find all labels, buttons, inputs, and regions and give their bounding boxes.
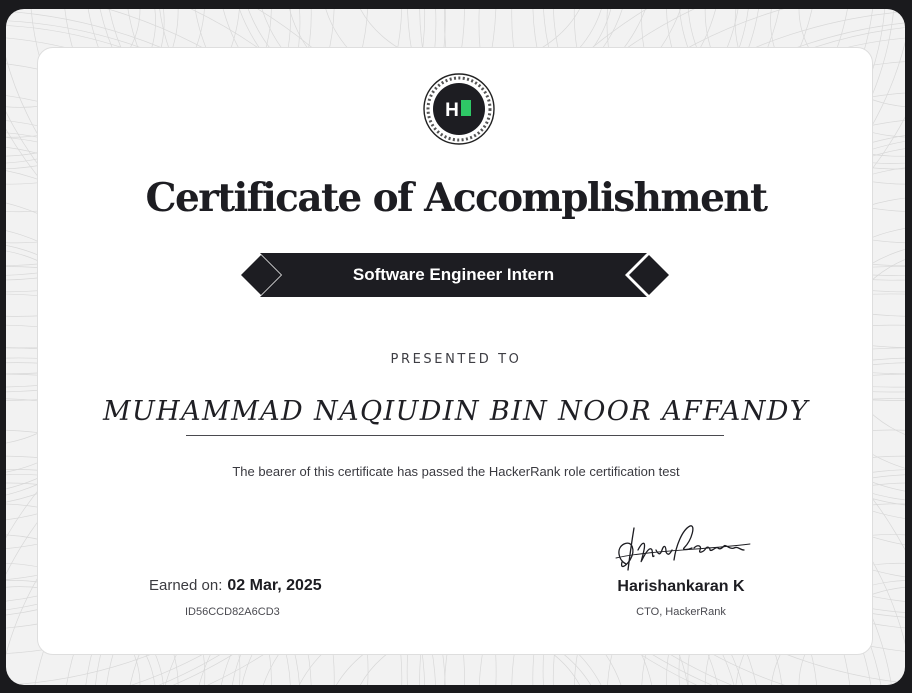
recipient-name: MUHAMMAD NAQIUDIN BIN NOOR AFFANDY: [102, 396, 809, 427]
signer-name: Harishankaran K: [617, 578, 745, 595]
hackerrank-logo-icon: [423, 70, 495, 148]
earned-date: 02 Mar, 2025: [227, 577, 322, 594]
signature-image: [612, 520, 752, 576]
certificate-title: Certificate of Accomplishment: [145, 175, 767, 221]
name-underline: [186, 435, 724, 436]
certificate-id: ID56CCD82A6CD3: [185, 606, 280, 618]
presented-to-label: PRESENTED TO: [390, 352, 522, 367]
earned-on: [149, 577, 322, 595]
earned-on-label: Earned on:: [149, 577, 223, 594]
logo-letter: H: [445, 100, 459, 121]
signer-title: CTO, HackerRank: [636, 606, 726, 618]
certification-statement: The bearer of this certificate has passed the HackerRank role certification test: [232, 464, 680, 479]
role-label: Software Engineer Intern: [352, 265, 555, 284]
